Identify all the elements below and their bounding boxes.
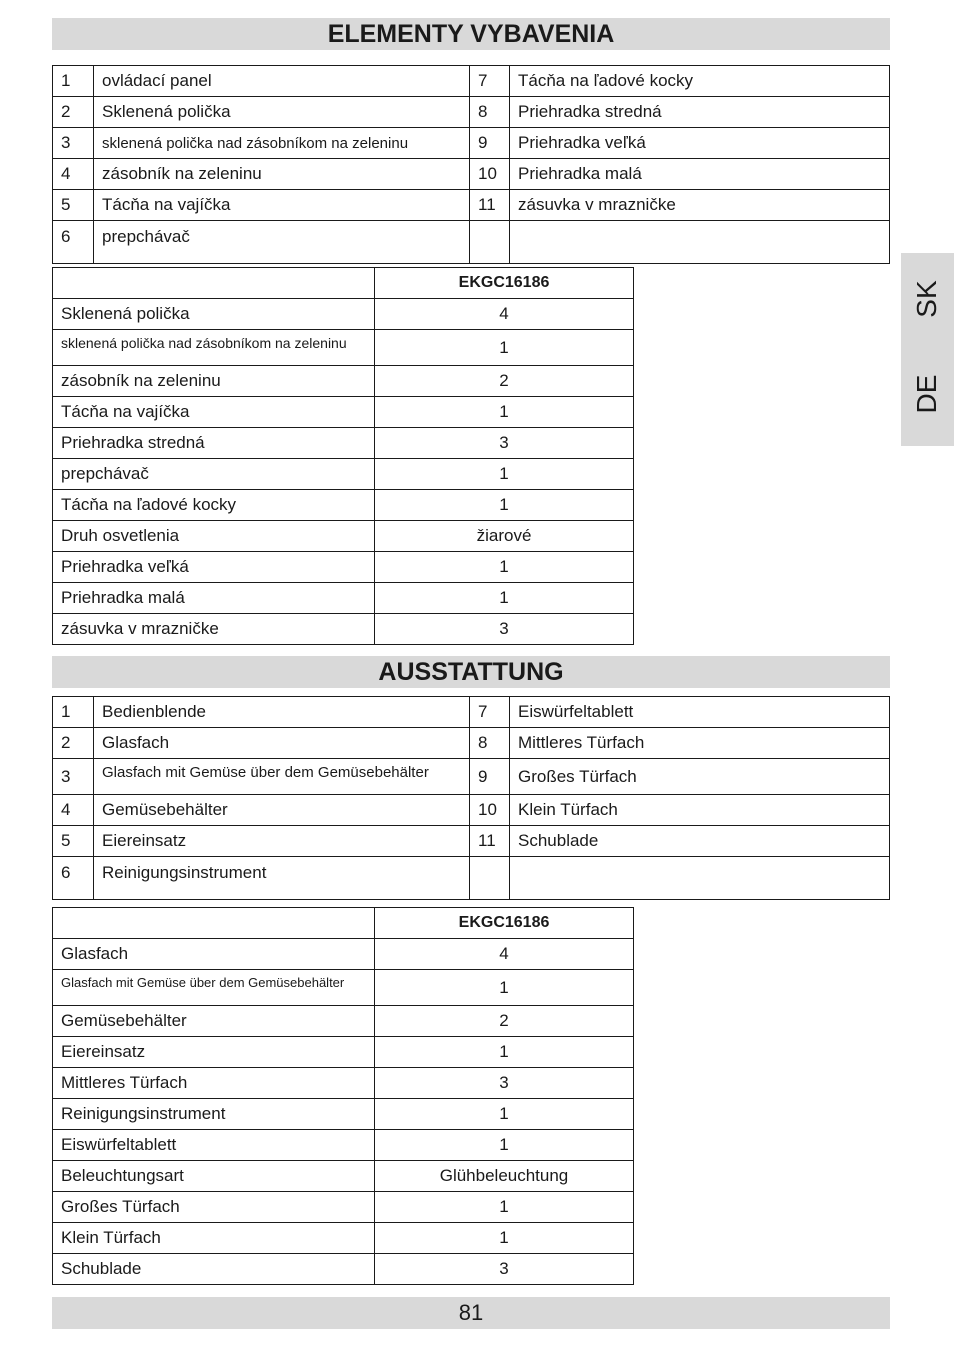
parts-table-de xyxy=(52,696,890,900)
page-number: 81 xyxy=(52,1297,890,1329)
table-row xyxy=(53,190,890,221)
part-label: Schublade xyxy=(510,826,890,857)
part-number: 6 xyxy=(53,221,94,264)
table-row xyxy=(53,397,634,428)
item-label: Priehradka veľká xyxy=(53,552,375,583)
part-number: 4 xyxy=(53,159,94,190)
parts-table-sk xyxy=(52,65,890,264)
part-number: 10 xyxy=(470,159,510,190)
part-label: Klein Türfach xyxy=(510,795,890,826)
table-row xyxy=(53,159,890,190)
part-label: Mittleres Türfach xyxy=(510,728,890,759)
table-row xyxy=(53,939,634,970)
item-quantity: 1 xyxy=(375,397,634,428)
table-header-row xyxy=(53,268,634,299)
item-label: Druh osvetlenia xyxy=(53,521,375,552)
part-label: Eiereinsatz xyxy=(94,826,470,857)
table-row xyxy=(53,826,890,857)
item-label: Eiswürfeltablett xyxy=(53,1130,375,1161)
part-label: Eiswürfeltablett xyxy=(510,697,890,728)
table-row xyxy=(53,299,634,330)
item-label: Schublade xyxy=(53,1254,375,1285)
item-label: Glasfach xyxy=(53,939,375,970)
table-row xyxy=(53,728,890,759)
part-label: Glasfach mit Gemüse über dem Gemüsebehälter xyxy=(94,759,470,795)
empty-header-cell xyxy=(53,908,375,939)
part-label xyxy=(510,857,890,900)
part-number: 8 xyxy=(470,97,510,128)
item-quantity: 1 xyxy=(375,330,634,366)
part-number: 8 xyxy=(470,728,510,759)
part-label: Priehradka veľká xyxy=(510,128,890,159)
part-number: 2 xyxy=(53,97,94,128)
part-number: 11 xyxy=(470,826,510,857)
part-number: 1 xyxy=(53,697,94,728)
part-label: Tácňa na ľadové kocky xyxy=(510,66,890,97)
part-label: prepchávač xyxy=(94,221,470,264)
table-row xyxy=(53,366,634,397)
item-quantity: 1 xyxy=(375,1130,634,1161)
table-row xyxy=(53,97,890,128)
item-quantity: 3 xyxy=(375,428,634,459)
item-label: Reinigungsinstrument xyxy=(53,1099,375,1130)
table-row xyxy=(53,795,890,826)
item-quantity: 1 xyxy=(375,1099,634,1130)
item-quantity: 2 xyxy=(375,366,634,397)
table-row xyxy=(53,1130,634,1161)
part-number: 7 xyxy=(470,66,510,97)
item-quantity: Glühbeleuchtung xyxy=(375,1161,634,1192)
table-row xyxy=(53,1037,634,1068)
part-label: Großes Türfach xyxy=(510,759,890,795)
part-label: Tácňa na vajíčka xyxy=(94,190,470,221)
table-row xyxy=(53,221,890,264)
item-quantity: 1 xyxy=(375,490,634,521)
table-row xyxy=(53,490,634,521)
table-row xyxy=(53,759,890,795)
part-label xyxy=(510,221,890,264)
table-row xyxy=(53,583,634,614)
section-title-sk: ELEMENTY VYBAVENIA xyxy=(52,18,890,50)
language-side-tab xyxy=(901,253,954,446)
part-label: zásobník na zeleninu xyxy=(94,159,470,190)
part-number: 3 xyxy=(53,759,94,795)
item-quantity: 3 xyxy=(375,1068,634,1099)
part-label: Priehradka stredná xyxy=(510,97,890,128)
item-quantity: žiarové xyxy=(375,521,634,552)
table-row xyxy=(53,521,634,552)
part-number: 6 xyxy=(53,857,94,900)
quantity-table-de xyxy=(52,907,634,1285)
item-label: prepchávač xyxy=(53,459,375,490)
item-quantity: 3 xyxy=(375,614,634,645)
item-label: Mittleres Türfach xyxy=(53,1068,375,1099)
table-row xyxy=(53,552,634,583)
part-label: ovládací panel xyxy=(94,66,470,97)
item-label: Priehradka stredná xyxy=(53,428,375,459)
item-quantity: 4 xyxy=(375,939,634,970)
part-number: 5 xyxy=(53,190,94,221)
part-number xyxy=(470,221,510,264)
language-tab-de: DE xyxy=(911,374,942,414)
part-number: 9 xyxy=(470,128,510,159)
empty-header-cell xyxy=(53,268,375,299)
part-label: Priehradka malá xyxy=(510,159,890,190)
item-quantity: 1 xyxy=(375,1192,634,1223)
part-label: Glasfach xyxy=(94,728,470,759)
item-label: Gemüsebehälter xyxy=(53,1006,375,1037)
part-label: zásuvka v mrazničke xyxy=(510,190,890,221)
item-quantity: 3 xyxy=(375,1254,634,1285)
item-label: zásobník na zeleninu xyxy=(53,366,375,397)
item-quantity: 2 xyxy=(375,1006,634,1037)
table-row xyxy=(53,1161,634,1192)
item-label: Glasfach mit Gemüse über dem Gemüsebehälter xyxy=(53,970,375,1006)
part-label: Bedienblende xyxy=(94,697,470,728)
item-label: sklenená polička nad zásobníkom na zeleninu xyxy=(53,330,375,366)
table-row xyxy=(53,459,634,490)
item-quantity: 1 xyxy=(375,970,634,1006)
part-number: 1 xyxy=(53,66,94,97)
item-quantity: 1 xyxy=(375,459,634,490)
item-label: Beleuchtungsart xyxy=(53,1161,375,1192)
item-label: Priehradka malá xyxy=(53,583,375,614)
part-number: 9 xyxy=(470,759,510,795)
table-row xyxy=(53,128,890,159)
table-row xyxy=(53,614,634,645)
item-quantity: 1 xyxy=(375,583,634,614)
item-label: zásuvka v mrazničke xyxy=(53,614,375,645)
part-label: sklenená polička nad zásobníkom na zeleninu xyxy=(94,128,470,159)
item-quantity: 1 xyxy=(375,1037,634,1068)
part-number: 5 xyxy=(53,826,94,857)
part-number: 3 xyxy=(53,128,94,159)
item-label: Sklenená polička xyxy=(53,299,375,330)
item-label: Tácňa na ľadové kocky xyxy=(53,490,375,521)
item-quantity: 1 xyxy=(375,552,634,583)
model-header: EKGC16186 xyxy=(375,908,634,939)
part-number: 2 xyxy=(53,728,94,759)
part-number: 4 xyxy=(53,795,94,826)
part-number: 11 xyxy=(470,190,510,221)
table-row xyxy=(53,1254,634,1285)
part-label: Gemüsebehälter xyxy=(94,795,470,826)
table-header-row xyxy=(53,908,634,939)
item-quantity: 4 xyxy=(375,299,634,330)
table-row xyxy=(53,330,634,366)
table-row xyxy=(53,428,634,459)
item-label: Tácňa na vajíčka xyxy=(53,397,375,428)
language-tab-sk: SK xyxy=(911,280,942,318)
item-label: Klein Türfach xyxy=(53,1223,375,1254)
table-row xyxy=(53,857,890,900)
part-label: Sklenená polička xyxy=(94,97,470,128)
part-number xyxy=(470,857,510,900)
table-row xyxy=(53,697,890,728)
item-quantity: 1 xyxy=(375,1223,634,1254)
part-number: 10 xyxy=(470,795,510,826)
quantity-table-sk xyxy=(52,267,634,645)
table-row xyxy=(53,1192,634,1223)
table-row xyxy=(53,1099,634,1130)
section-title-de: AUSSTATTUNG xyxy=(52,656,890,688)
part-number: 7 xyxy=(470,697,510,728)
table-row xyxy=(53,66,890,97)
model-header: EKGC16186 xyxy=(375,268,634,299)
part-label: Reinigungsinstrument xyxy=(94,857,470,900)
table-row xyxy=(53,1006,634,1037)
item-label: Eiereinsatz xyxy=(53,1037,375,1068)
table-row xyxy=(53,1223,634,1254)
item-label: Großes Türfach xyxy=(53,1192,375,1223)
table-row xyxy=(53,970,634,1006)
table-row xyxy=(53,1068,634,1099)
